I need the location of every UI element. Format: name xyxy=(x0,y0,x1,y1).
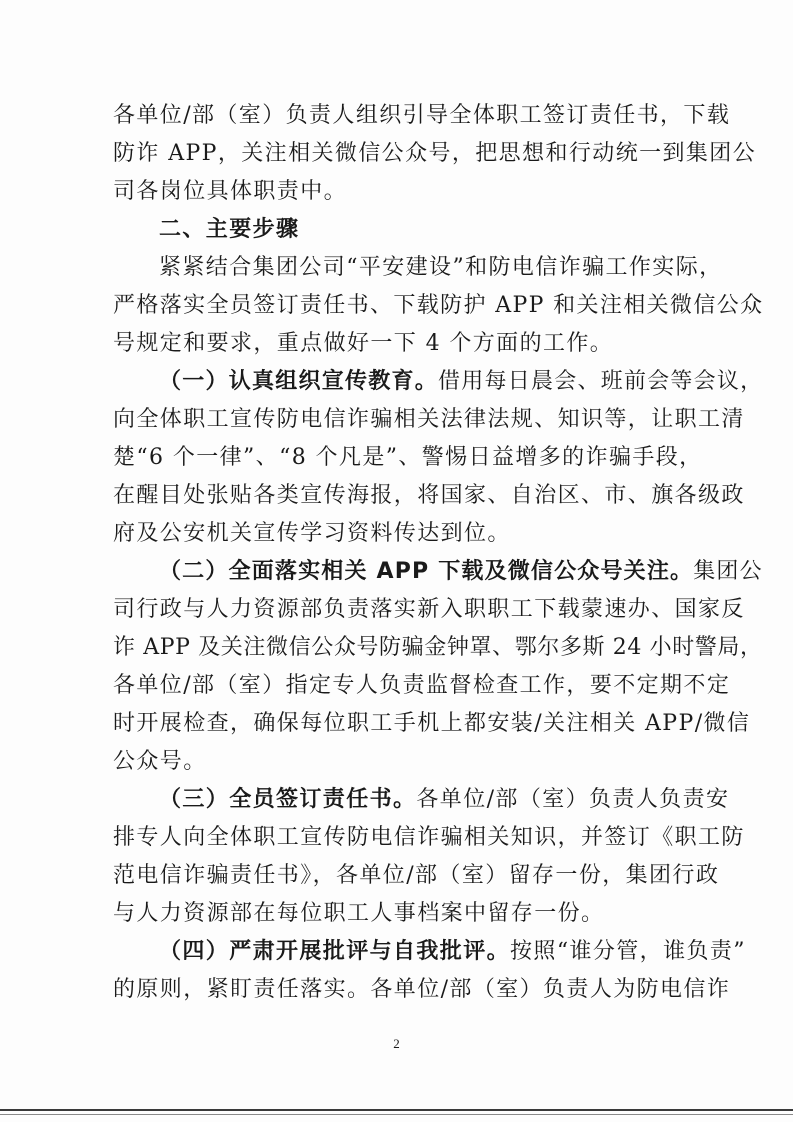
item2-line-6: 公众号。 xyxy=(113,749,207,774)
item3-line-1 xyxy=(159,788,729,812)
intro-line-2: 防诈 APP，关注相关微信公众号，把思想和行动统一到集团公 xyxy=(113,141,757,166)
item1-line1-rest: 借用每日晨会、班前会等会议， xyxy=(437,369,764,394)
item2-title: （二）全面落实相关 APP 下载及微信公众号关注。 xyxy=(159,559,694,584)
item1-line-5: 府及公安机关宣传学习资料传达到位。 xyxy=(113,521,511,546)
section2-line-2: 严格落实全员签订责任书、下载防护 APP 和关注相关微信公众 xyxy=(113,293,764,318)
item3-line1-rest: 各单位/部（室）负责人负责安 xyxy=(416,787,730,812)
item3-line-4: 与人力资源部在每位职工人事档案中留存一份。 xyxy=(113,901,605,926)
item4-title: （四）严肃开展批评与自我批评。 xyxy=(159,939,511,964)
item2-line-3: 诈 APP 及关注微信公众号防骗金钟罩、鄂尔多斯 24 小时警局， xyxy=(113,635,763,660)
item4-line-1 xyxy=(159,940,746,964)
page-number: 2 xyxy=(393,1036,400,1051)
item3-line-3: 范电信诈骗责任书》，各单位/部（室）留存一份，集团行政 xyxy=(113,863,720,888)
item4-line1-rest: 按照“谁分管，谁负责” xyxy=(510,939,746,964)
item2-line-1 xyxy=(159,560,763,584)
bottom-rule xyxy=(0,1109,793,1111)
item1-line-4: 在醒目处张贴各类宣传海报，将国家、自治区、市、旗各级政 xyxy=(113,483,745,508)
section-heading: 二、主要步骤 xyxy=(159,217,300,242)
item4-line-2: 的原则，紧盯责任落实。各单位/部（室）负责人为防电信诈 xyxy=(113,977,731,1002)
item2-line-5: 时开展检查，确保每位职工手机上都安装/关注相关 APP/微信 xyxy=(113,711,751,736)
item3-line-2: 排专人向全体职工宣传防电信诈骗相关知识，并签订《职工防 xyxy=(113,825,745,850)
section2-line-1: 紧紧结合集团公司“平安建设”和防电信诈骗工作实际， xyxy=(159,255,723,280)
item1-line-3: 楚“6 个一律”、“8 个凡是”、警惕日益增多的诈骗手段， xyxy=(113,445,703,470)
item1-line-2: 向全体职工宣传防电信诈骗相关法律法规、知识等，让职工清 xyxy=(113,407,745,432)
item1-title: （一）认真组织宣传教育。 xyxy=(159,369,438,394)
section2-line-3: 号规定和要求，重点做好一下 4 个方面的工作。 xyxy=(113,331,614,356)
bottom-rule-thin xyxy=(0,1114,793,1115)
item3-title: （三）全员签订责任书。 xyxy=(159,787,417,812)
intro-line-1: 各单位/部（室）负责人组织引导全体职工签订责任书，下载 xyxy=(113,103,731,128)
item2-line-4: 各单位/部（室）指定专人负责监督检查工作，要不定期不定 xyxy=(113,673,731,698)
item2-line1-rest: 集团公 xyxy=(693,559,763,584)
item2-line-2: 司行政与人力资源部负责落实新入职职工下载蒙速办、国家反 xyxy=(113,597,745,622)
intro-line-3: 司各岗位具体职责中。 xyxy=(113,179,348,204)
item1-line-1 xyxy=(159,370,763,394)
